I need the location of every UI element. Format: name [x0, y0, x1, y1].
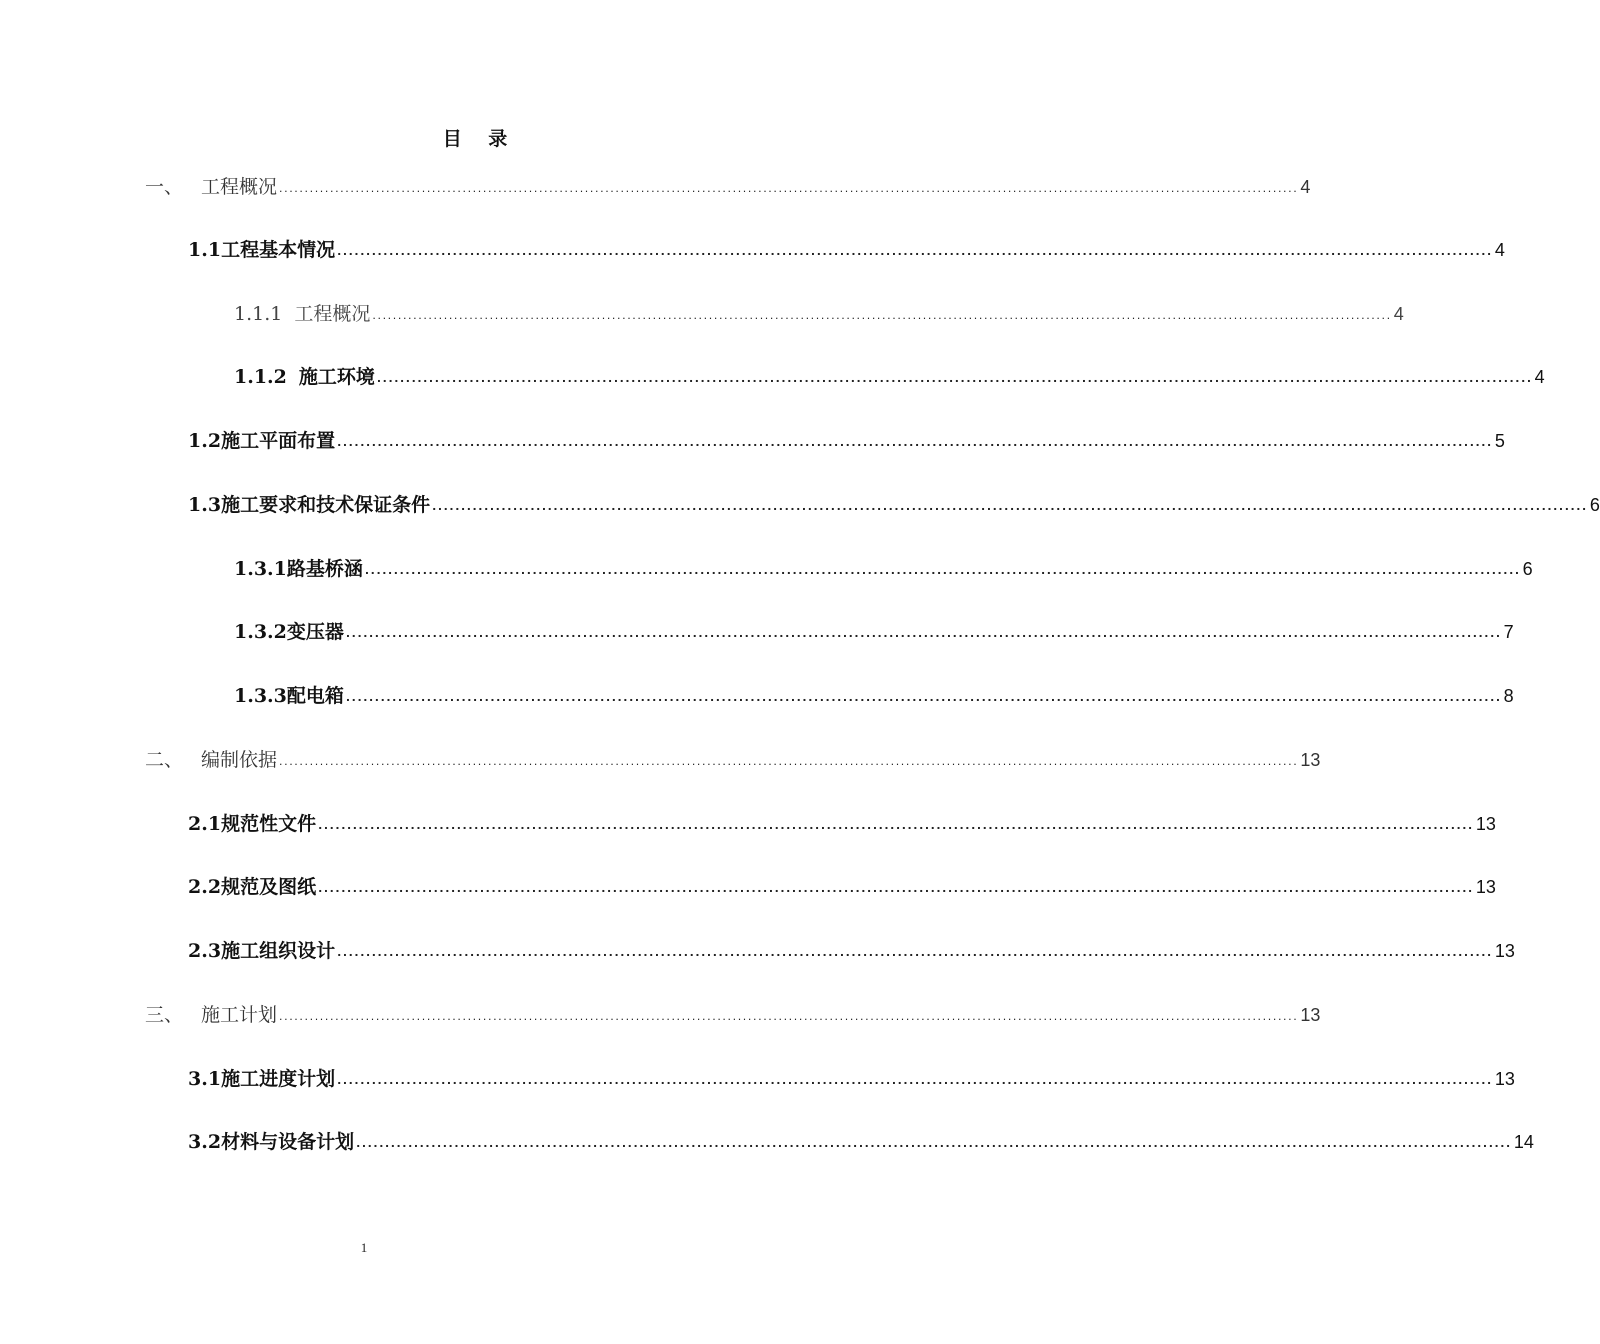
- toc-entry-3-2[interactable]: [188, 1127, 1534, 1157]
- dot-leader: ........................................................................................................................................................................................................: [337, 946, 1493, 959]
- toc-entry-number: 2.1: [188, 813, 222, 835]
- toc-entry-page: 8: [1503, 686, 1514, 706]
- toc-entry-page: 14: [1513, 1132, 1534, 1152]
- toc-entry-page: 13: [1494, 941, 1515, 961]
- toc-entry-1-3[interactable]: [188, 490, 1600, 520]
- dot-leader: ........................................................................................................................................................................................................: [318, 819, 1474, 832]
- toc-entry-label: 施工组织设计: [221, 940, 336, 962]
- toc-entry-label: 规范性文件: [221, 813, 317, 835]
- toc-entry-number: 1.1.2: [234, 366, 287, 388]
- toc-entry-number: 二、: [145, 749, 184, 771]
- dot-leader: ........................................................................................................................................................................................................: [279, 182, 1299, 195]
- toc-entry-page: 4: [1494, 240, 1505, 260]
- dot-leader: ........................................................................................................................................................................................................: [356, 1137, 1512, 1150]
- toc-entry-label: 变压器: [286, 621, 344, 643]
- dot-leader: ........................................................................................................................................................................................................: [337, 436, 1493, 449]
- toc-entry-page: 4: [1534, 367, 1545, 387]
- toc-entry-2-3[interactable]: [188, 936, 1515, 966]
- toc-entry-1-1-1[interactable]: [234, 299, 1404, 329]
- dot-leader: ........................................................................................................................................................................................................: [337, 245, 1493, 258]
- toc-entry-3-1[interactable]: [188, 1064, 1515, 1094]
- toc-entry-label: 规范及图纸: [221, 876, 317, 898]
- toc-entry-number: 三、: [145, 1004, 184, 1026]
- dot-leader: ........................................................................................................................................................................................................: [345, 691, 1502, 704]
- dot-leader: ........................................................................................................................................................................................................: [279, 755, 1299, 768]
- toc-entry-label: 施工平面布置: [221, 430, 336, 452]
- toc-entry-page: 13: [1300, 1005, 1321, 1025]
- toc-entry-label: 施工计划: [201, 1004, 278, 1026]
- toc-entry-number: 2.2: [188, 876, 222, 898]
- toc-entry-number: 3.2: [188, 1131, 222, 1153]
- toc-entry-label: 工程概况: [294, 303, 371, 325]
- toc-entry-number: 1.2: [188, 430, 222, 452]
- toc-entry-2-2[interactable]: [188, 872, 1496, 902]
- toc-entry-number: 1.3.3: [234, 685, 287, 707]
- toc-entry-1-2[interactable]: [188, 426, 1505, 456]
- dot-leader: ........................................................................................................................................................................................................: [432, 500, 1588, 513]
- toc-entry-1-1[interactable]: [188, 235, 1505, 265]
- dot-leader: ........................................................................................................................................................................................................: [345, 627, 1502, 640]
- toc-entry-chapter-1[interactable]: [145, 172, 1311, 202]
- dot-leader: ........................................................................................................................................................................................................: [337, 1074, 1493, 1087]
- dot-leader: ........................................................................................................................................................................................................: [318, 882, 1474, 895]
- toc-entry-page: 13: [1475, 814, 1496, 834]
- toc-title: 目 录: [442, 128, 518, 150]
- toc-entry-2-1[interactable]: [188, 809, 1496, 839]
- toc-entry-page: 4: [1300, 177, 1311, 197]
- toc-entry-number: 一、: [145, 176, 184, 198]
- page-number: 1: [360, 1240, 368, 1255]
- toc-entry-page: 13: [1494, 1069, 1515, 1089]
- toc-entry-1-3-2[interactable]: [234, 617, 1514, 647]
- toc-entry-number: 1.1: [188, 239, 222, 261]
- toc-entry-label: 配电箱: [286, 685, 344, 707]
- toc-entry-label: 施工环境: [298, 366, 375, 388]
- toc-entry-chapter-3[interactable]: [145, 1000, 1321, 1030]
- toc-entry-page: 6: [1522, 559, 1533, 579]
- toc-entry-number: 2.3: [188, 940, 222, 962]
- toc-entry-number: 3.1: [188, 1068, 222, 1090]
- toc-entry-page: 7: [1503, 622, 1514, 642]
- toc-entry-number: 1.3.1: [234, 558, 287, 580]
- dot-leader: ........................................................................................................................................................................................................: [364, 564, 1521, 577]
- toc-entry-number: 1.1.1: [234, 303, 283, 325]
- toc-entry-page: 4: [1393, 304, 1404, 324]
- dot-leader: ........................................................................................................................................................................................................: [279, 1010, 1299, 1023]
- toc-entry-label: 编制依据: [201, 749, 278, 771]
- toc-entry-page: 6: [1589, 495, 1600, 515]
- toc-entry-number: 1.3.2: [234, 621, 287, 643]
- toc-entry-chapter-2[interactable]: [145, 745, 1321, 775]
- toc-entry-label: 工程概况: [201, 176, 278, 198]
- toc-entry-page: 13: [1300, 750, 1321, 770]
- dot-leader: ........................................................................................................................................................................................................: [372, 309, 1392, 322]
- toc-entry-1-3-3[interactable]: [234, 681, 1514, 711]
- toc-entry-label: 路基桥涵: [286, 558, 363, 580]
- toc-entry-1-3-1[interactable]: [234, 554, 1533, 584]
- toc-entry-label: 材料与设备计划: [221, 1131, 355, 1153]
- toc-entry-number: 1.3: [188, 494, 222, 516]
- toc-entry-1-1-2[interactable]: [234, 362, 1545, 392]
- dot-leader: ........................................................................................................................................................................................................: [376, 372, 1533, 385]
- toc-entry-label: 施工进度计划: [221, 1068, 336, 1090]
- toc-entry-label: 工程基本情况: [221, 239, 336, 261]
- toc-entry-page: 5: [1494, 431, 1505, 451]
- toc-entry-label: 施工要求和技术保证条件: [221, 494, 431, 516]
- toc-entry-page: 13: [1475, 877, 1496, 897]
